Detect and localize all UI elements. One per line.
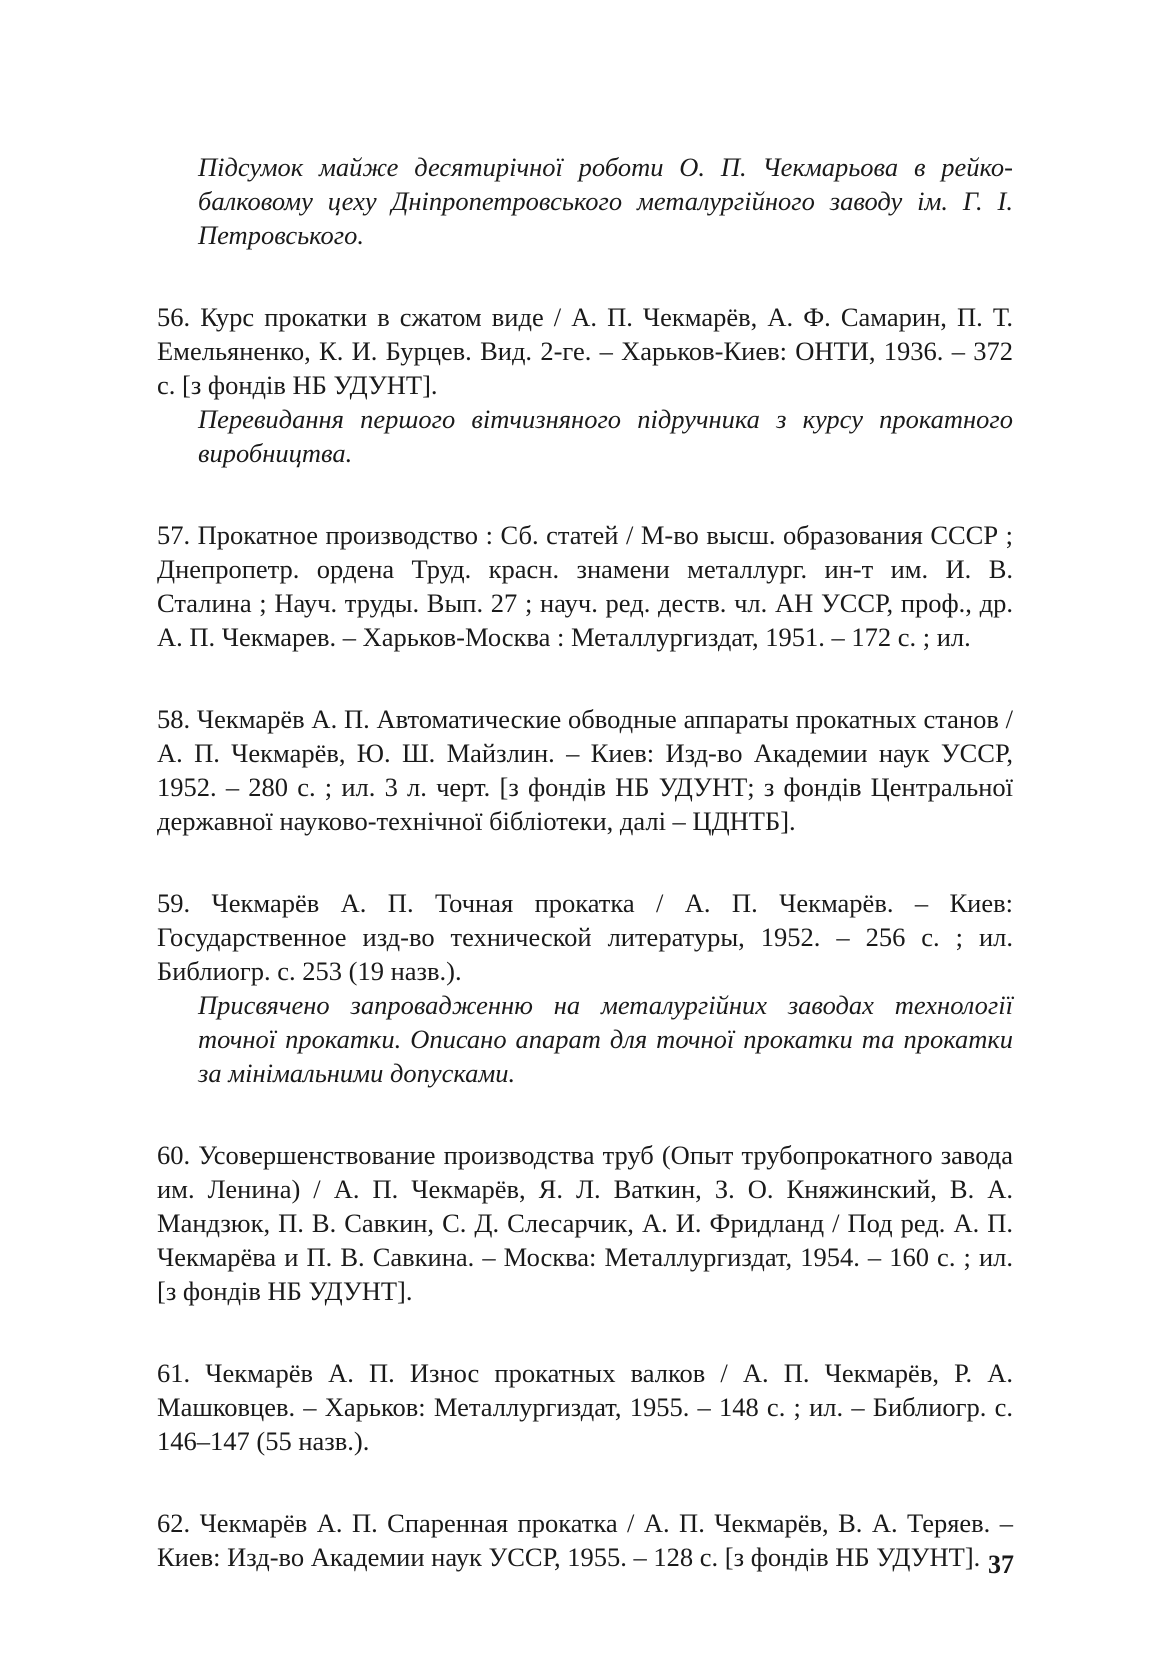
- bibliography-entry-58: [157, 702, 1013, 838]
- intro-entry: [157, 150, 1013, 252]
- entry-annotation: Присвячено запровадженню на металургійних заводах технології точної прокатки. Описано апарат для точної прокатки та прокатки за мінімальними допусками.: [198, 990, 1013, 1088]
- intro-annotation: Підсумок майже десятирічної роботи О. П. Чекмарьова в рейко-балковому цеху Дніпропетровського металургійного заводу ім. Г. І. Петровського.: [198, 152, 1013, 250]
- entry-text: 61. Чекмарёв А. П. Износ прокатных валков / А. П. Чекмарёв, Р. А. Машковцев. – Харьков: Металлургиздат, 1955. – 148 с. ; ил. – Библиогр. с. 146–147 (55 назв.).: [157, 1358, 1013, 1456]
- entry-annotation: Перевидання першого вітчизняного підручника з курсу прокатного виробництва.: [198, 404, 1013, 468]
- bibliography-entry-57: [157, 518, 1013, 654]
- entry-text: 57. Прокатное производство : Сб. статей / М-во высш. образования СССР ; Днепропетр. ордена Труд. красн. знамени металлург. ин-т им. И. В. Сталина ; Науч. труды. Вып. 27 ; науч. ред. деств. чл. АН УССР, проф., др. А. П. Чекмарев. – Харьков-Москва : Металлургиздат, 1951. – 172 с. ; ил.: [157, 520, 1013, 652]
- bibliography-entry-59: [157, 886, 1013, 1090]
- bibliography-entry-60: [157, 1138, 1013, 1308]
- entry-text: 58. Чекмарёв А. П. Автоматические обводные аппараты прокатных станов / А. П. Чекмарёв, Ю. Ш. Майзлин. – Киев: Изд-во Академии наук УССР, 1952. – 280 с. ; ил. 3 л. черт. [з фондів НБ УДУНТ; з фондів Центральної державної науково-технічної бібліотеки, далі – ЦДНТБ].: [157, 704, 1013, 836]
- bibliography-entry-61: [157, 1356, 1013, 1458]
- bibliography-entry-62: [157, 1506, 1013, 1574]
- page-content: [157, 150, 1013, 1622]
- page-number: 37: [988, 1550, 1014, 1579]
- bibliography-entry-56: [157, 300, 1013, 470]
- entry-text: 62. Чекмарёв А. П. Спаренная прокатка / А. П. Чекмарёв, В. А. Теряев. – Киев: Изд-во Академии наук УССР, 1955. – 128 с. [з фондів НБ УДУНТ].: [157, 1508, 1013, 1572]
- entry-text: 59. Чекмарёв А. П. Точная прокатка / А. П. Чекмарёв. – Киев: Государственное изд-во технической литературы, 1952. – 256 с. ; ил. Библиогр. с. 253 (19 назв.).: [157, 888, 1013, 986]
- entry-text: 56. Курс прокатки в сжатом виде / А. П. Чекмарёв, А. Ф. Самарин, П. Т. Емельяненко, К. И. Бурцев. Вид. 2-ге. – Харьков-Киев: ОНТИ, 1936. – 372 с. [з фондів НБ УДУНТ].: [157, 302, 1013, 400]
- entry-text: 60. Усовершенствование производства труб (Опыт трубопрокатного завода им. Ленина) / А. П. Чекмарёв, Я. Л. Ваткин, З. О. Княжинский, В. А. Мандзюк, П. В. Савкин, С. Д. Слесарчик, А. И. Фридланд / Под ред. А. П. Чекмарёва и П. В. Савкина. – Москва: Металлургиздат, 1954. – 160 с. ; ил. [з фондів НБ УДУНТ].: [157, 1140, 1013, 1306]
